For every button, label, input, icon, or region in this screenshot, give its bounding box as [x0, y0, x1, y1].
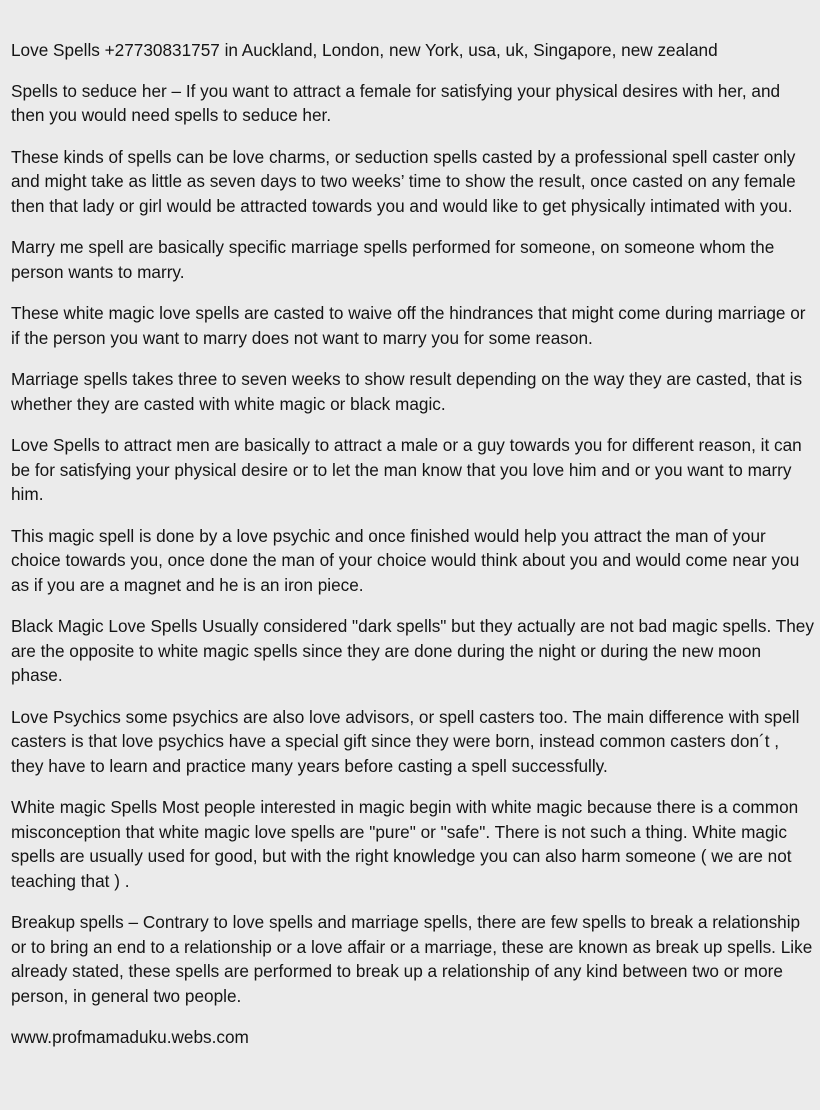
paragraph-love-psychics: Love Psychics some psychics are also love advisors, or spell casters too. The main difference with spell casters is that love psychics have a special gift since they were born, instead common casters don´t , they have to learn and practice many years before casting a spell successfully.	[11, 706, 800, 776]
paragraph-attract-men: Love Spells to attract men are basically to attract a male or a guy towards you for different reason, it can be for satisfying your physical desire or to let the man know that you love him and or you want to marry him.	[11, 435, 802, 504]
document-title: Love Spells +27730831757 in Auckland, London, new York, usa, uk, Singapore, new zealand	[11, 40, 718, 60]
paragraph-marriage-spells-duration: Marriage spells takes three to seven weeks to show result depending on the way they are casted, that is whether they are casted with white magic or black magic.	[11, 369, 803, 414]
paragraph-white-magic-spells: White magic Spells Most people interested in magic begin with white magic because there is a common misconception that white magic love spells are "pure" or "safe". There is not such a thing. White magic spells are usually used for good, but with the right knowledge you can also harm someone ( we are not teaching that ) .	[11, 797, 799, 891]
paragraph-love-psychic-spell: This magic spell is done by a love psychic and once finished would help you attract the man of your choice towards you, once done the man of your choice would think about you and would come near you as if you are a magnet and he is an iron piece.	[11, 525, 800, 595]
footer-website-url: www.profmamaduku.webs.com	[11, 1027, 249, 1047]
paragraph-seduce-her: Spells to seduce her – If you want to attract a female for satisfying your physical desires with her, and then you would need spells to seduce her.	[11, 80, 781, 125]
paragraph-black-magic: Black Magic Love Spells Usually considered "dark spells" but they actually are not bad magic spells. They are the opposite to white magic spells since they are done during the night or during the new moon phase.	[11, 616, 814, 685]
paragraph-marry-me-spell: Marry me spell are basically specific marriage spells performed for someone, on someone whom the person wants to marry.	[11, 237, 775, 282]
paragraph-white-magic-marriage: These white magic love spells are casted to waive off the hindrances that might come during marriage or if the person you want to marry does not want to marry you for some reason.	[11, 303, 806, 348]
paragraph-breakup-spells: Breakup spells – Contrary to love spells and marriage spells, there are few spells to break a relationship or to bring an end to a relationship or a love affair or a marriage, these are known as break up spells. Like already stated, these spells are performed to break up a relationship of any kind between two or more person, in general two people.	[11, 912, 813, 1006]
paragraph-love-charms: These kinds of spells can be love charms, or seduction spells casted by a professional spell caster only and might take as little as seven days to two weeks’ time to show the result, once casted on any female then that lady or girl would be attracted towards you and would like to get physically intimated with you.	[11, 146, 796, 216]
